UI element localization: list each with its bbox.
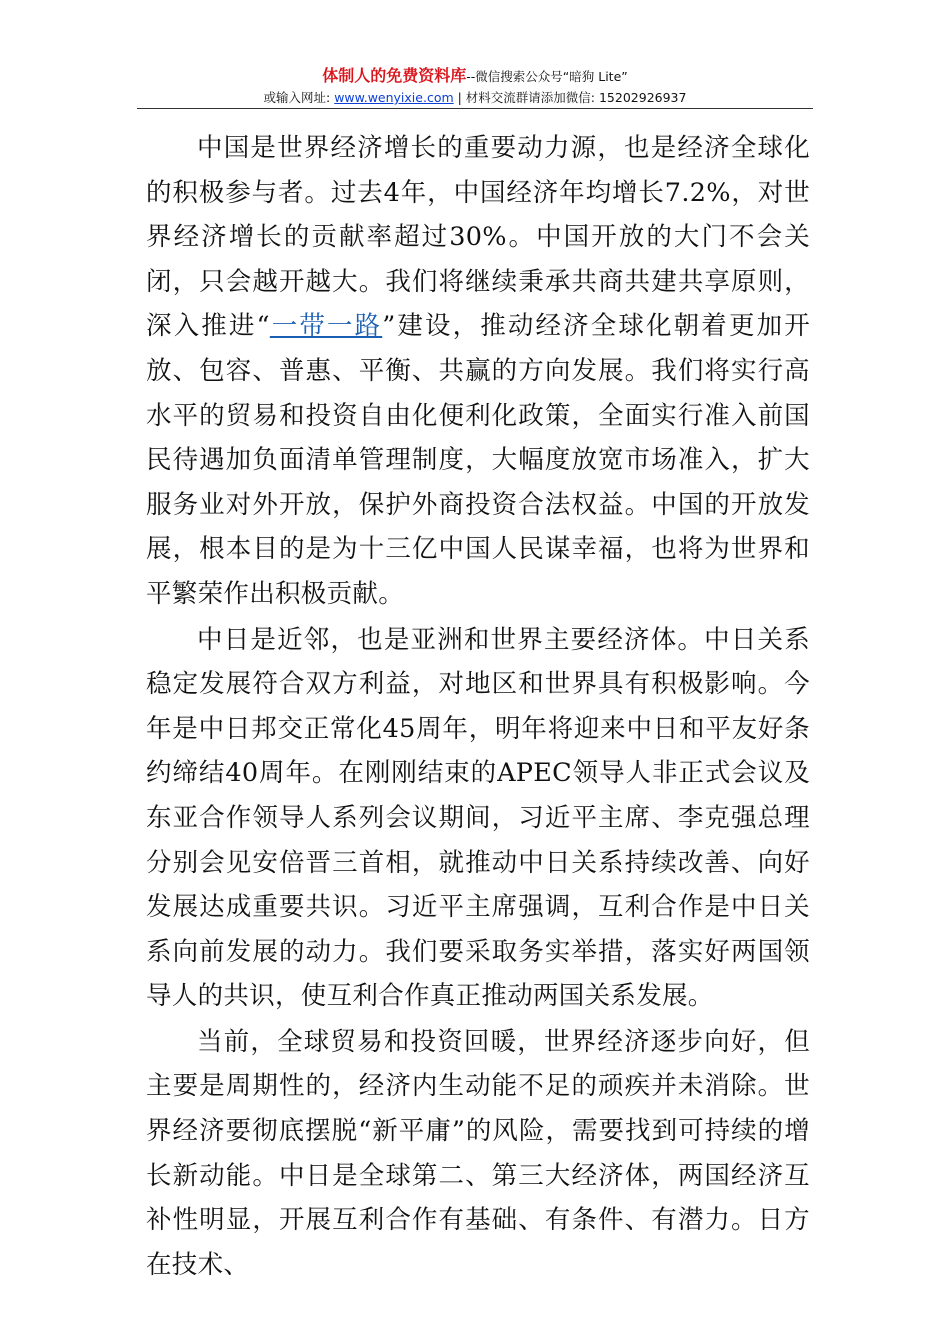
url-prefix: 或输入网址:: [263, 90, 335, 105]
brand-title: 体制人的免费资料库: [322, 66, 467, 85]
website-link[interactable]: www.wenyixie.com: [334, 90, 454, 105]
page-header: [0, 66, 950, 107]
header-title-line: [0, 66, 950, 86]
header-contact-line: [0, 89, 950, 107]
header-divider: [137, 108, 813, 109]
paragraph-1-text-after: ”建设，推动经济全球化朝着更加开放、包容、普惠、平衡、共赢的方向发展。我们将实行高水平的贸易和投资自由化便利化政策，全面实行准入前国民待遇加负面清单管理制度，大幅度放宽市场准入，扩大服务业对外开放，保护外商投资合法权益。中国的开放发展，根本目的是为十三亿中国人民谋幸福，也将为世界和平繁荣作出积极贡献。: [146, 311, 810, 609]
belt-and-road-link[interactable]: 一带一路: [269, 311, 383, 342]
header-subtitle: --微信搜索公众号“暗狗 Lite”: [466, 69, 628, 84]
paragraph-1-text-before: 中国是世界经济增长的重要动力源，也是经济全球化的积极参与者。过去4年，中国经济年均增长7.2%，对世界经济增长的贡献率超过30%。中国开放的大门不会关闭，只会越开越大。我们将继续秉承共商共建共享原则，深入推进“: [146, 133, 810, 342]
paragraph-1: [146, 126, 810, 617]
paragraph-3: 当前，全球贸易和投资回暖，世界经济逐步向好，但主要是周期性的，经济内生动能不足的顽疾并未消除。世界经济要彻底摆脱“新平庸”的风险，需要找到可持续的增长新动能。中日是全球第二、第三大经济体，两国经济互补性明显，开展互利合作有基础、有条件、有潜力。日方在技术、: [146, 1026, 810, 1280]
document-body: [146, 126, 810, 1287]
paragraph-2: 中日是近邻，也是亚洲和世界主要经济体。中日关系稳定发展符合双方利益，对地区和世界具有积极影响。今年是中日邦交正常化45周年，明年将迎来中日和平友好条约缔结40周年。在刚刚结束的APEC领导人非正式会议及东亚合作领导人系列会议期间，习近平主席、李克强总理分别会见安倍晋三首相，就推动中日关系持续改善、向好发展达成重要共识。习近平主席强调，互利合作是中日关系向前发展的动力。我们要采取务实举措，落实好两国领导人的共识，使互利合作真正推动两国关系发展。: [146, 624, 810, 1012]
contact-info: | 材料交流群请添加微信: 15202926937: [453, 90, 687, 105]
